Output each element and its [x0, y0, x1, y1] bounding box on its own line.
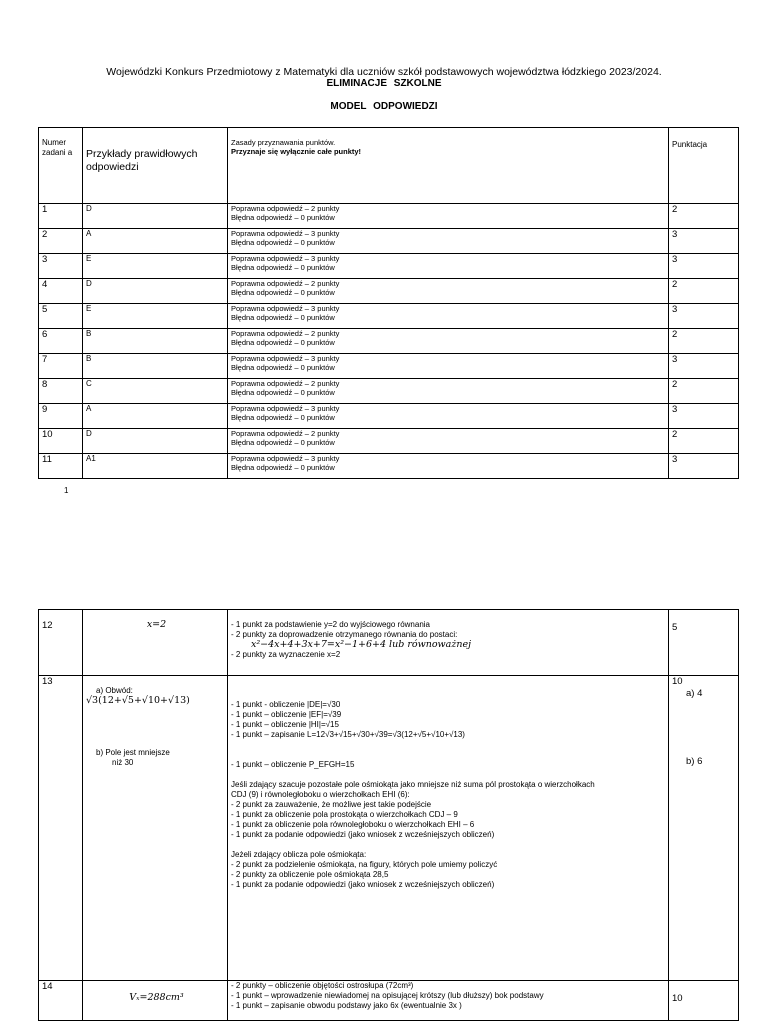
header-rules-line2: Przyznaje się wyłącznie całe punkty!: [231, 147, 362, 156]
task-answer: A: [83, 229, 228, 254]
rule-line: - 1 punkt – zapisanie obwodu podstawy jako 6x (ewentualnie 3x ): [231, 1001, 462, 1010]
header-examples: Przykłady prawidłowych odpowiedzi: [83, 128, 228, 204]
rule-wrong: Błędna odpowiedź – 0 punktów: [231, 388, 335, 397]
task-answers: [83, 676, 228, 981]
rule-correct: Poprawna odpowiedź – 3 punkty: [231, 254, 340, 263]
rule-correct: Poprawna odpowiedź – 3 punkty: [231, 454, 340, 463]
rule-line: - 1 punkt za podanie odpowiedzi (jako wniosek z wcześniejszych obliczeń): [231, 880, 495, 889]
task-number: 14: [39, 981, 83, 1021]
task-13-row: [39, 676, 739, 981]
rule-line: - 1 punkt za podstawienie y=2 do wyjściowego równania: [231, 620, 431, 629]
rule-line: - 2 punkty za doprowadzenie otrzymanego równania do postaci:: [231, 630, 458, 639]
task-points: 3: [669, 354, 739, 379]
task-number: 11: [39, 454, 83, 479]
task-number: 9: [39, 404, 83, 429]
task-answer: Vₓ=288cm³: [129, 992, 184, 1003]
rule-line: - 2 punkt za zauważenie, że możliwe jest takie podejście: [231, 800, 432, 809]
table-row: [39, 279, 739, 304]
rule-line: - 2 punkt za podzielenie ośmiokąta, na figury, których pole umiemy policzyć: [231, 860, 498, 869]
task-number: 7: [39, 354, 83, 379]
task-answer: A1: [83, 454, 228, 479]
task-answer: x=2: [146, 619, 167, 630]
points-b: b) 6: [686, 756, 703, 767]
rule-wrong: Błędna odpowiedź – 0 punktów: [231, 213, 335, 222]
rule-line: - 2 punkty za obliczenie pole ośmiokąta 28,5: [231, 870, 389, 879]
answer-a-label: a) Obwód:: [96, 686, 133, 695]
rule-wrong: Błędna odpowiedź – 0 punktów: [231, 438, 335, 447]
task-rules: [228, 354, 669, 379]
task-answer: B: [83, 354, 228, 379]
rule-correct: Poprawna odpowiedź – 2 punkty: [231, 429, 340, 438]
rule-line: - 1 punkt – zapisanie L=12√3+√15+√30+√39=√3(12+√5+√10+√13): [231, 730, 465, 739]
alt1-intro2: CDJ (9) i równoległoboku o wierzchołkach EHI (6):: [231, 790, 410, 799]
task-rules: [228, 304, 669, 329]
task-rules: [228, 204, 669, 229]
points-a: a) 4: [686, 688, 703, 699]
rule-wrong: Błędna odpowiedź – 0 punktów: [231, 463, 335, 472]
table-row: [39, 429, 739, 454]
rule-correct: Poprawna odpowiedź – 3 punkty: [231, 354, 340, 363]
task-rules: [228, 254, 669, 279]
task-rules: [228, 279, 669, 304]
answers-table-2: [38, 609, 739, 1021]
task-rules: [228, 329, 669, 354]
answer-a-value: √3(12+√5+√10+√13): [86, 695, 190, 706]
table-row: [39, 254, 739, 279]
task-number: 4: [39, 279, 83, 304]
table-row: [39, 204, 739, 229]
task-points: 2: [669, 429, 739, 454]
task-number: 1: [39, 204, 83, 229]
task-rules: [228, 454, 669, 479]
stage-title: ELIMINACJE SZKOLNE: [326, 78, 442, 89]
task-number: 3: [39, 254, 83, 279]
contest-title: Wojewódzki Konkurs Przedmiotowy z Matematyki dla uczniów szkół podstawowych województwa łódzkiego 2023/2024.: [106, 66, 662, 78]
rule-line: - 2 punkty za wyznaczenie x=2: [231, 650, 341, 659]
task-number: 5: [39, 304, 83, 329]
rule-line: - 1 punkt – wprowadzenie niewiadomej na opisującej krótszy (lub dłuższy) bok podstawy: [231, 991, 544, 1000]
task-answer: B: [83, 329, 228, 354]
rule-correct: Poprawna odpowiedź – 2 punkty: [231, 329, 340, 338]
equation: x²−4x+4+3x+7=x²−1+6+4 lub równoważnej: [251, 639, 472, 650]
task-points: [669, 676, 739, 981]
task-answer: D: [83, 279, 228, 304]
answer-b-label2: niż 30: [112, 758, 134, 767]
task-points: 3: [669, 229, 739, 254]
task-points: 10: [669, 981, 739, 1021]
rule-wrong: Błędna odpowiedź – 0 punktów: [231, 238, 335, 247]
task-rules: [228, 379, 669, 404]
alt1-intro: Jeśli zdający szacuje pozostałe pole ośmiokąta jako mniejsze niż suma pól prostokąta o wierzchołkach: [231, 780, 595, 789]
task-points: 2: [669, 279, 739, 304]
task-points: 2: [669, 204, 739, 229]
task-rules: [228, 404, 669, 429]
task-rules: [228, 981, 669, 1021]
task-points: 3: [669, 304, 739, 329]
task-number: 13: [39, 676, 83, 981]
task-points: 3: [669, 404, 739, 429]
rule-wrong: Błędna odpowiedź – 0 punktów: [231, 338, 335, 347]
task-12-row: [39, 610, 739, 676]
task-number: 2: [39, 229, 83, 254]
rule-line: - 1 punkt – obliczenie |EF|=√39: [231, 710, 342, 719]
task-answer: D: [83, 429, 228, 454]
header-number: Numer zadani a: [39, 128, 83, 204]
rule-line: - 1 punkt za obliczenie pola równoległoboku o wierzchołkach EHI – 6: [231, 820, 475, 829]
rule-correct: Poprawna odpowiedź – 2 punkty: [231, 204, 340, 213]
task-number: 6: [39, 329, 83, 354]
rule-line: - 2 punkty – obliczenie objętości ostrosłupa (72cm³): [231, 981, 414, 990]
answer-b-label: b) Pole jest mniejsze: [96, 748, 170, 757]
task-answer: D: [83, 204, 228, 229]
header-rules: [228, 128, 669, 204]
table-header-row: [39, 128, 739, 204]
points-total: 10: [672, 676, 683, 687]
rule-correct: Poprawna odpowiedź – 3 punkty: [231, 229, 340, 238]
task-14-row: [39, 981, 739, 1021]
task-points: 3: [669, 254, 739, 279]
table-row: [39, 404, 739, 429]
table-row: [39, 379, 739, 404]
rule-wrong: Błędna odpowiedź – 0 punktów: [231, 313, 335, 322]
table-row: [39, 354, 739, 379]
rule-line: - 1 punkt - obliczenie |DE|=√30: [231, 700, 341, 709]
task-number: 10: [39, 429, 83, 454]
table-row: [39, 229, 739, 254]
task-number: 12: [39, 610, 83, 676]
rule-line: - 1 punkt – obliczenie |HI|=√15: [231, 720, 339, 729]
task-rules: [228, 676, 669, 981]
task-answer: A: [83, 404, 228, 429]
rule-wrong: Błędna odpowiedź – 0 punktów: [231, 288, 335, 297]
rule-correct: Poprawna odpowiedź – 3 punkty: [231, 404, 340, 413]
rule-line: - 1 punkt – obliczenie P_EFGH=15: [231, 760, 355, 769]
task-points: 3: [669, 454, 739, 479]
task-points: 5: [669, 610, 739, 676]
answers-table-1: [38, 127, 739, 479]
rule-correct: Poprawna odpowiedź – 2 punkty: [231, 279, 340, 288]
task-answer: E: [83, 304, 228, 329]
table-row: [39, 454, 739, 479]
rule-wrong: Błędna odpowiedź – 0 punktów: [231, 263, 335, 272]
task-rules: [228, 229, 669, 254]
rule-wrong: Błędna odpowiedź – 0 punktów: [231, 413, 335, 422]
task-points: 2: [669, 329, 739, 354]
task-answer: E: [83, 254, 228, 279]
table-row: [39, 329, 739, 354]
task-rules: [228, 610, 669, 676]
rule-correct: Poprawna odpowiedź – 3 punkty: [231, 304, 340, 313]
alt2-intro: Jeżeli zdający oblicza pole ośmiokąta:: [231, 850, 367, 859]
header-points: Punktacja: [669, 128, 739, 204]
task-answer: C: [83, 379, 228, 404]
rule-wrong: Błędna odpowiedź – 0 punktów: [231, 363, 335, 372]
header-rules-line1: Zasady przyznawania punktów.: [231, 138, 336, 147]
task-number: 8: [39, 379, 83, 404]
task-rules: [228, 429, 669, 454]
document-title: MODEL ODPOWIEDZI: [330, 101, 438, 112]
rule-correct: Poprawna odpowiedź – 2 punkty: [231, 379, 340, 388]
task-points: 2: [669, 379, 739, 404]
rule-line: - 1 punkt za podanie odpowiedzi (jako wniosek z wcześniejszych obliczeń): [231, 830, 495, 839]
table-row: [39, 304, 739, 329]
page-number: 1: [64, 486, 69, 495]
rule-line: - 1 punkt za obliczenie pola prostokąta o wierzchołkach CDJ – 9: [231, 810, 458, 819]
